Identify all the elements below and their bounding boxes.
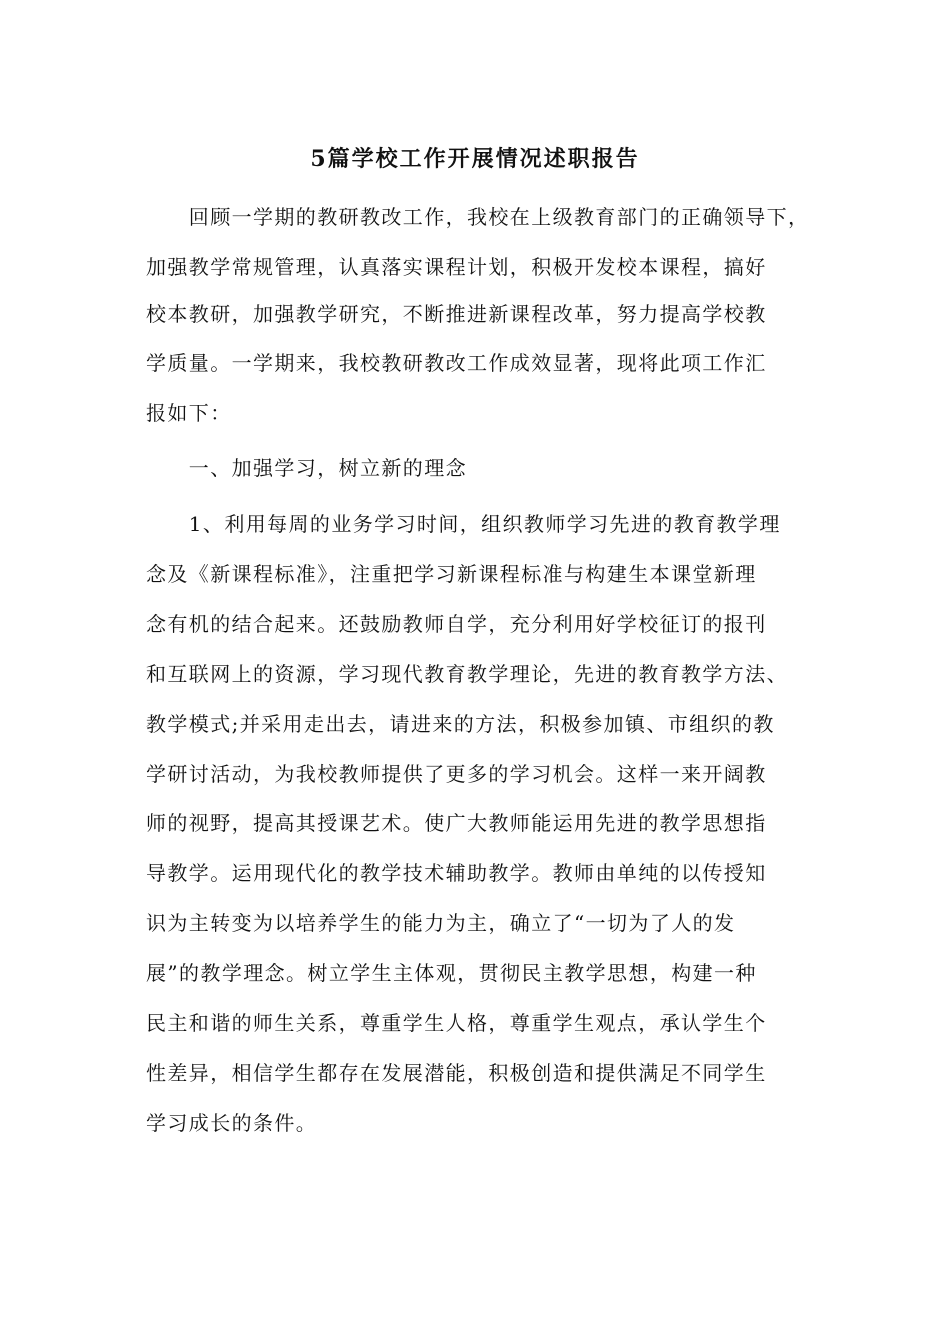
body-line: 回顾一学期的教研教改工作，我校在上级教育部门的正确领导下，: [146, 205, 810, 229]
body-line: 展”的教学理念。树立学生主体观，贯彻民主教学思想，构建一种: [146, 961, 757, 985]
body-line: 教学模式;并采用走出去，请进来的方法，积极参加镇、市组织的教: [146, 712, 775, 736]
body-line: 念及《新课程标准》，注重把学习新课程标准与构建生本课堂新理: [146, 562, 757, 586]
body-line: 和互联网上的资源，学习现代教育教学理论，先进的教育教学方法、: [146, 662, 788, 686]
document-title: 5篇学校工作开展情况述职报告: [310, 146, 640, 172]
body-line: 民主和谐的师生关系，尊重学生人格，尊重学生观点，承认学生个: [146, 1011, 767, 1035]
body-line: 识为主转变为以培养学生的能力为主，确立了“一切为了人的发: [146, 911, 736, 935]
body-line: 校本教研，加强教学研究，不断推进新课程改革，努力提高学校教: [146, 302, 767, 326]
body-line: 加强教学常规管理，认真落实课程计划，积极开发校本课程，搞好: [146, 255, 767, 279]
body-line: 性差异，相信学生都存在发展潜能，积极创造和提供满足不同学生: [146, 1061, 767, 1085]
body-line: 导教学。运用现代化的教学技术辅助教学。教师由单纯的以传授知: [146, 861, 767, 885]
body-line: 学研讨活动，为我校教师提供了更多的学习机会。这样一来开阔教: [146, 762, 767, 786]
body-line: 念有机的结合起来。还鼓励教师自学，充分利用好学校征订的报刊: [146, 612, 767, 636]
body-line: 师的视野，提高其授课艺术。使广大教师能运用先进的教学思想指: [146, 811, 767, 835]
body-line: 学质量。一学期来，我校教研教改工作成效显著，现将此项工作汇: [146, 351, 767, 375]
section-heading: 一、加强学习，树立新的理念: [146, 456, 467, 480]
body-line: 报如下：: [146, 401, 232, 425]
body-line: 1、利用每周的业务学习时间，组织教师学习先进的教育教学理: [146, 512, 781, 536]
body-line: 学习成长的条件。: [146, 1111, 318, 1135]
